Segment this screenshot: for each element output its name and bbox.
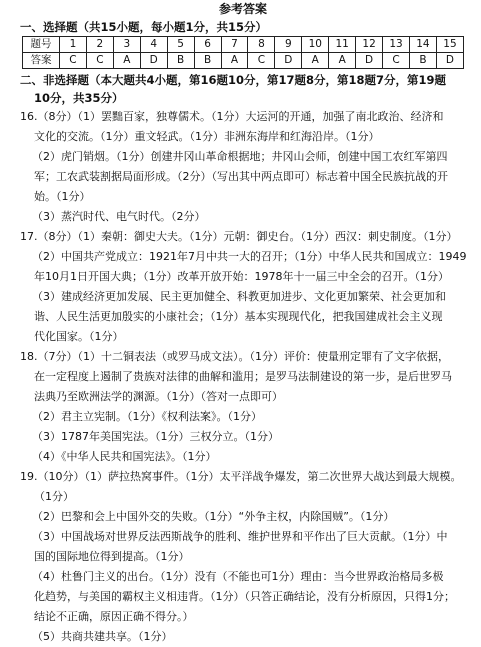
answer-line: 始。（1分） [34, 190, 91, 203]
answer-line: 国的国际地位得到提高。（1分） [34, 550, 190, 563]
answer-line: 军；工农武装割据局面形成。（2分）（写出其中两点即可）标志着中国全民族抗战的开 [34, 170, 448, 183]
table-cell: C [248, 53, 275, 69]
table-cell: 6 [194, 37, 221, 53]
table-cell: D [275, 53, 302, 69]
answer-line: （2）虎门销烟。（1分）创建井冈山革命根据地；井冈山会师，创建中国工农红军第四 [32, 150, 448, 163]
answer-line: 文化的交流。（1分）重文轻武。（1分）非洲东海岸和红海沿岸。（1分） [34, 130, 380, 143]
table-cell: 8 [248, 37, 275, 53]
table-cell: 7 [221, 37, 248, 53]
table-cell: 10 [302, 37, 329, 53]
answer-line-q19: 19.（10分）（1）萨拉热窝事件。（1分）太平洋战争爆发，第二次世界大战达到最大规模。 [20, 470, 462, 483]
table-cell: 5 [167, 37, 194, 53]
answer-line: （2）中国共产党成立：1921年7月中共一大的召开；（1分）中华人民共和国成立：1949 [32, 250, 467, 263]
table-cell: 1 [60, 37, 87, 53]
table-cell: D [356, 53, 383, 69]
answer-line: （5）共商共建共享。（1分） [32, 630, 173, 643]
answer-line-q18: 18.（7分）（1）十二铜表法（或罗马成文法）。（1分）评价：使量刑定罪有了文字依据， [20, 350, 449, 363]
table-cell: 3 [113, 37, 140, 53]
row-label-question: 题号 [23, 37, 60, 53]
answer-line: （3）建成经济更加发展、民主更加健全、科教更加进步、文化更加繁荣、社会更加和 [32, 290, 446, 303]
table-cell: 4 [140, 37, 167, 53]
row-label-answer: 答案 [23, 53, 60, 69]
table-cell: A [113, 53, 140, 69]
answer-line: 年10月1日开国大典；（1分）改革开放开始：1978年十一届三中全会的召开。（1分） [34, 270, 449, 283]
answer-line: 在一定程度上遏制了贵族对法律的曲解和滥用；是罗马法制建设的第一步，是后世罗马 [34, 370, 452, 383]
answer-line: （3）1787年美国宪法。（1分）三权分立。（1分） [32, 430, 279, 443]
table-cell: 2 [86, 37, 113, 53]
section-1-heading: 一、选择题（共15小题，每小题1分，共15分） [20, 20, 268, 34]
table-cell: A [302, 53, 329, 69]
table-cell: 12 [356, 37, 383, 53]
table-cell: A [221, 53, 248, 69]
table-cell: A [329, 53, 356, 69]
answer-line: 化趋势，与美国的霸权主义相违背。（1分）（只答正确结论，没有分析原因，只得1分； [34, 590, 455, 603]
table-cell: C [60, 53, 87, 69]
table-cell: 11 [329, 37, 356, 53]
answer-line: （2）君主立宪制。（1分）《权利法案》。（1分） [32, 410, 262, 423]
section-2-heading-line2: 10分，共35分） [34, 91, 124, 105]
answer-table [22, 36, 464, 69]
table-cell: C [86, 53, 113, 69]
table-cell: 9 [275, 37, 302, 53]
table-cell: D [436, 53, 463, 69]
answer-line-q17: 17.（8分）（1）秦朝：御史大夫。（1分）元朝：御史台。（1分）西汉：刺史制度。（1分） [20, 230, 458, 243]
table-cell: B [167, 53, 194, 69]
table-cell: 15 [436, 37, 463, 53]
answer-line: 代化国家。（1分） [34, 330, 124, 343]
answer-line: （3）中国战场对世界反法西斯战争的胜利、维护世界和平作出了巨大贡献。（1分）中 [32, 530, 448, 543]
answer-line: （1分） [34, 490, 74, 503]
answer-line: （4）杜鲁门主义的出台。（1分）没有（不能也可1分）理由：当今世界政治格局多极 [32, 570, 444, 583]
answer-line: 谐、人民生活更加殷实的小康社会；（1分）基本实现现代化，把我国建成社会主义现 [34, 310, 443, 323]
table-cell: B [409, 53, 436, 69]
table-cell: C [383, 53, 410, 69]
page-title: 参考答案 [218, 2, 267, 16]
table-cell: D [140, 53, 167, 69]
table-row-numbers [23, 37, 464, 53]
answer-line-q16: 16.（8分）（1）罢黜百家，独尊儒术。（1分）大运河的开通，加强了南北政治、经济和 [20, 110, 444, 123]
answer-key-page [20, 0, 466, 647]
answers-body [20, 107, 466, 647]
answer-line: （2）巴黎和会上中国外交的失败。（1分）“外争主权，内除国贼”。（1分） [32, 510, 395, 523]
answer-line: 结论不正确，原因正确不得分。） [34, 610, 194, 623]
table-cell: B [194, 53, 221, 69]
answer-line: （4）《中华人民共和国宪法》。（1分） [32, 450, 217, 463]
answer-line: （3）蒸汽时代、电气时代。（2分） [32, 210, 206, 223]
table-cell: 14 [409, 37, 436, 53]
table-cell: 13 [383, 37, 410, 53]
section-2-heading-line1: 二、非选择题（本大题共4小题，第16题10分，第17题8分，第18题7分，第19题 [20, 73, 447, 87]
table-row-answers [23, 53, 464, 69]
answer-line: 法典乃至欧洲法学的渊源。（1分）（答对一点即可） [34, 390, 283, 403]
